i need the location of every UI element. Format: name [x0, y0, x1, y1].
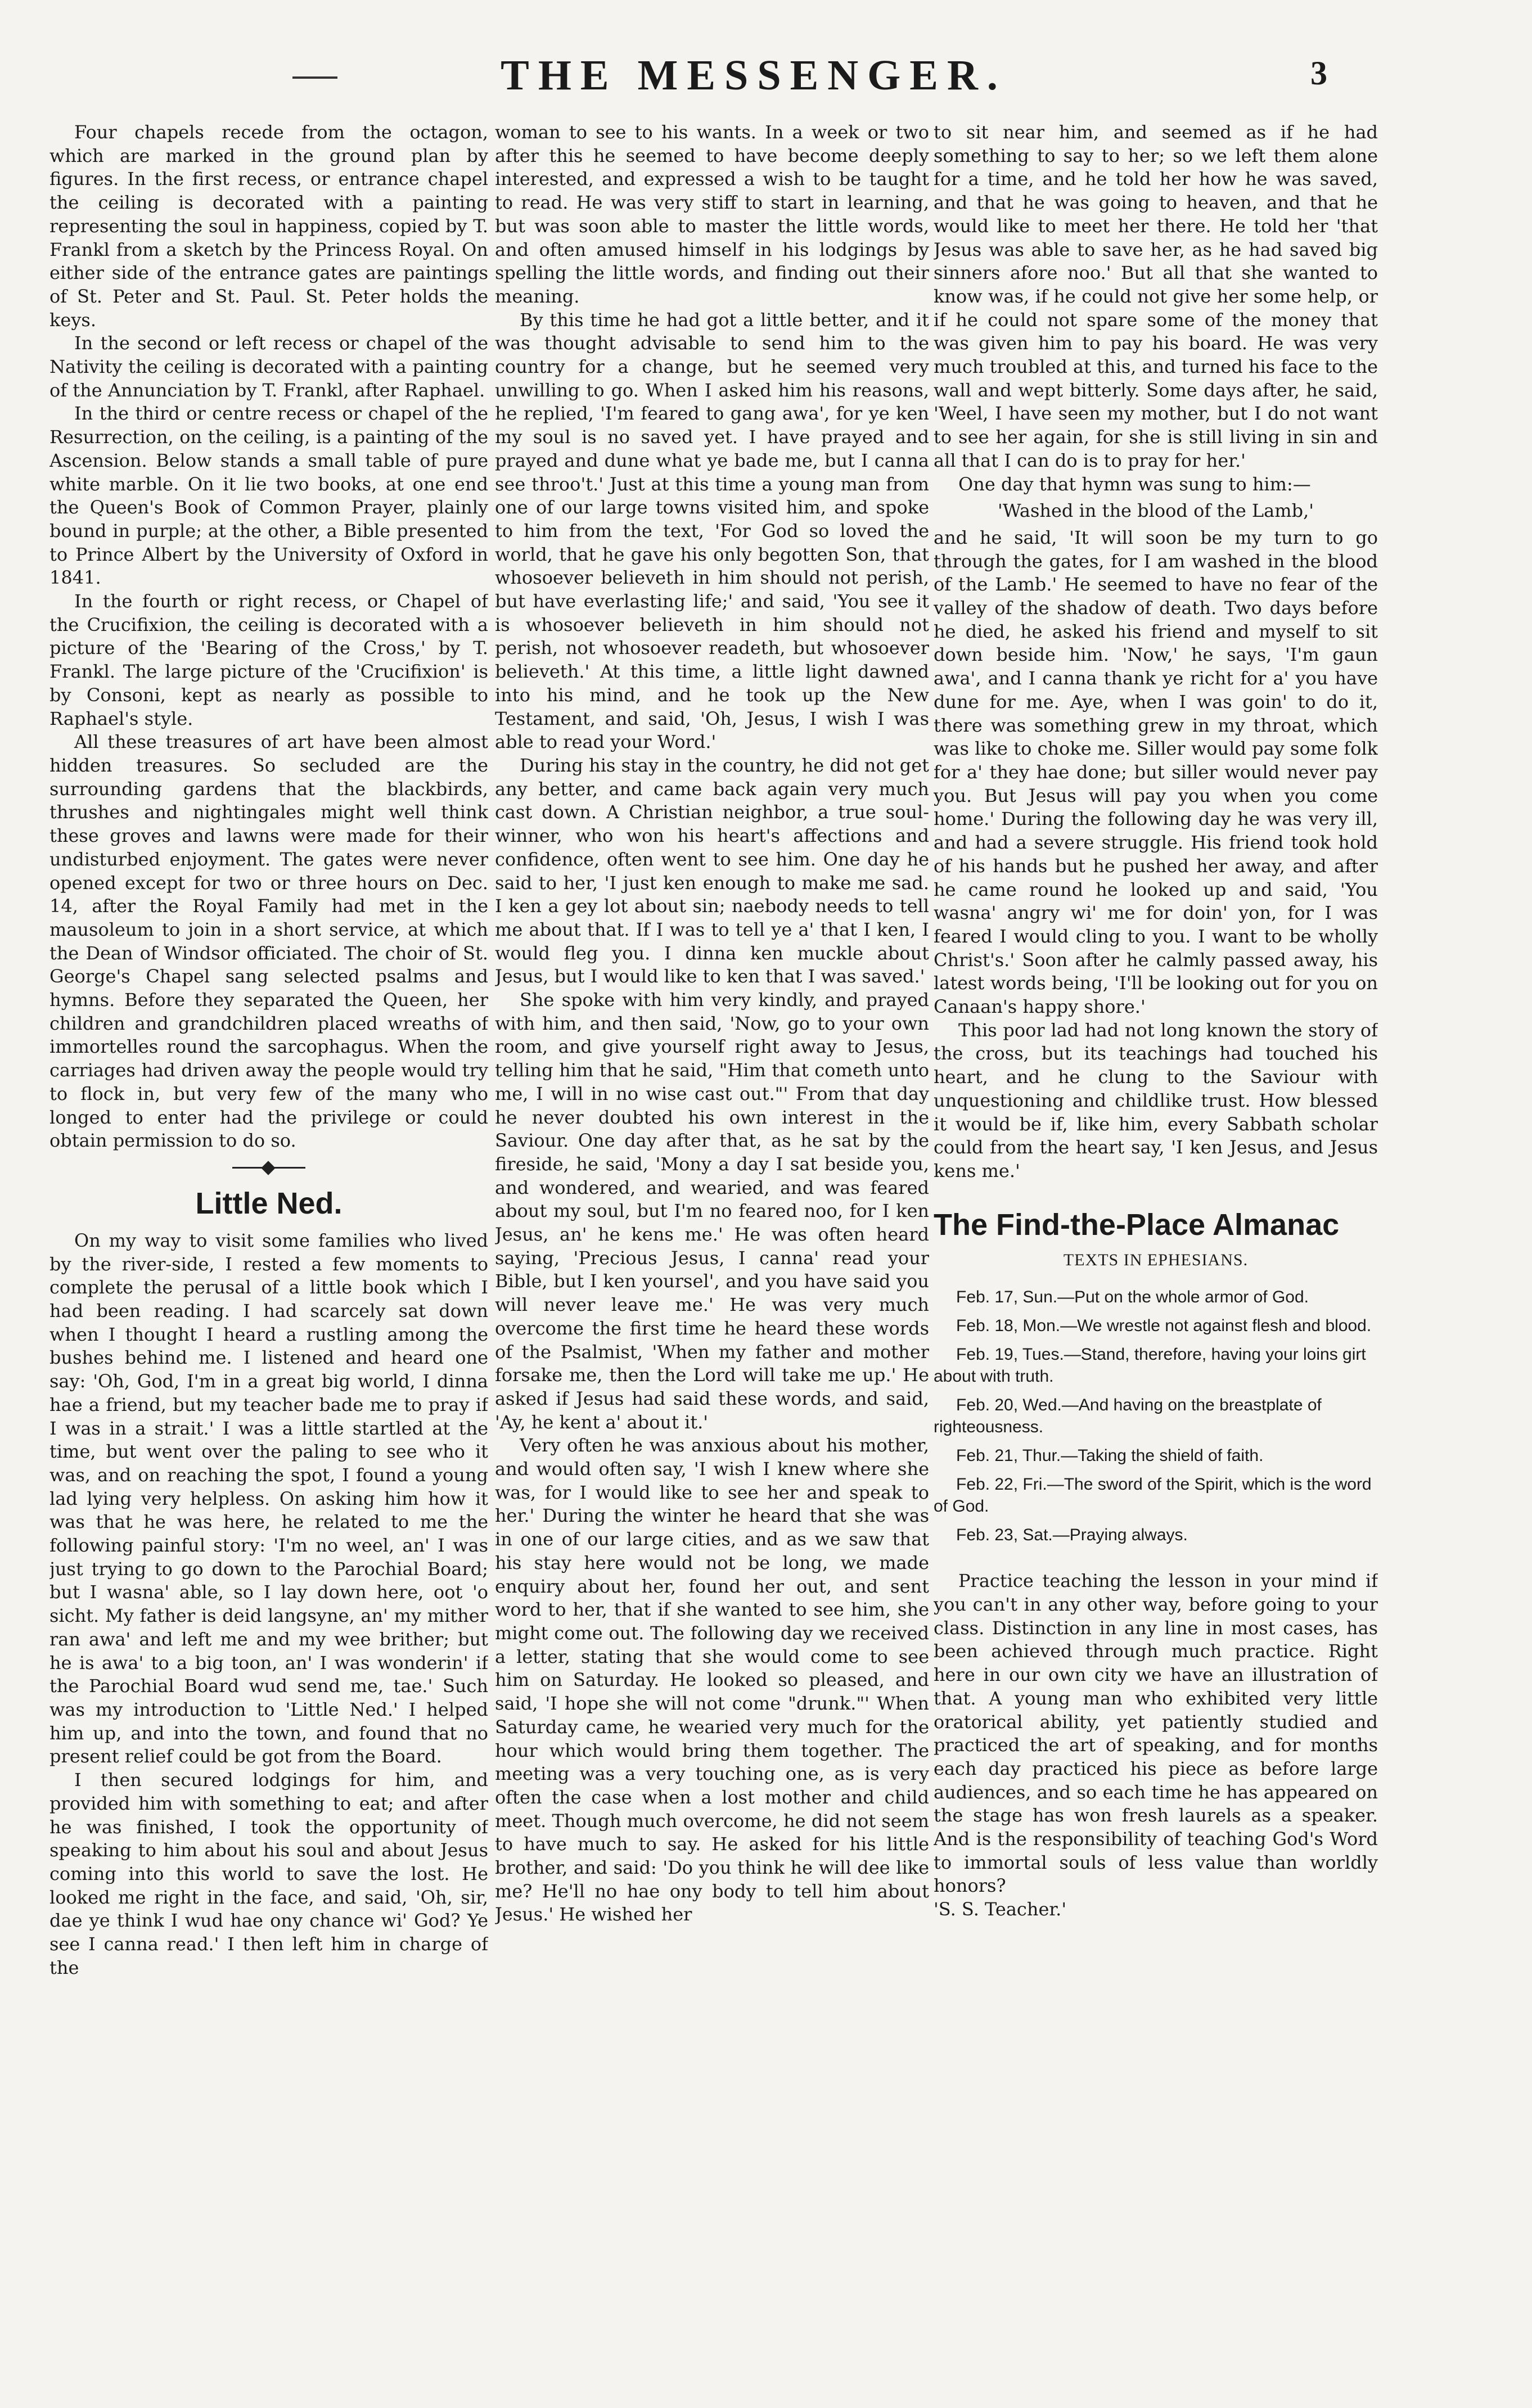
almanac-entry: Feb. 18, Mon.—We wrestle not against flesh and blood.	[956, 1316, 1372, 1336]
page-header	[0, 0, 1532, 112]
column-right	[934, 121, 1378, 2393]
paragraph: This poor lad had not long known the story of the cross, but its teachings had touched his heart, and he clung to the Saviour with unquestioning and childlike trust. How blessed it would be if, like him, every Sabbath scholar could from the heart say, 'I ken Jesus, and Jesus kens me.'	[934, 1019, 1378, 1182]
paragraph: I then secured lodgings for him, and provided him with something to eat; and after he was finished, I took the opportunity of speaking to him about his soul and about Jesus coming into this world to save the lost. He looked me right in the face, and said, 'Oh, sir, dae ye think I wud hae ony chance wi' God? Ye see I canna read.' I then left him in charge of the	[49, 1769, 488, 1978]
paragraph: One day that hymn was sung to him:—	[958, 473, 1311, 495]
column-left	[49, 121, 488, 2393]
header-rule	[292, 76, 337, 79]
spacer	[934, 1557, 1378, 1570]
section-divider	[49, 1153, 488, 1183]
page-number: 3	[1310, 55, 1327, 92]
almanac-entry: Feb. 21, Thur.—Taking the shield of faith.	[956, 1446, 1264, 1465]
paragraph: In the third or centre recess or chapel of the Resurrection, on the ceiling, is a painting of the Ascension. Below stands a small table of pure white marble. On it lie two books, at one end the Queen's Book of Common Prayer, plainly bound in purple; at the other, a Bible presented to Prince Albert by the University of Oxford in 1841.	[49, 403, 488, 589]
paragraph: and he said, 'It will soon be my turn to go through the gates, for I am washed in the blood of the Lamb.' He seemed to have no fear of the valley of the shadow of death. Two days before he died, he asked his friend and myself to sit down beside him. 'Now,' he says, 'I'm gaun awa', and I canna thank ye richt for a' you have dune for me. Aye, when I was goin' to do it, there was something grew in my throat, which was like to choke me. Siller would pay some folk for a' they hae done; but siller would never pay you. But Jesus will pay you when you come home.' During the following day he was very ill, and had a severe struggle. His friend took hold of his hands but he pushed her away, and after he came round he looked up and said, 'You wasna' angry wi' me for doin' yon, for I was feared I would cling to you. I want to be wholly Christ's.' Soon after he calmly passed away, his latest words being, 'I'll be looking out for you on Canaan's happy shore.'	[934, 526, 1378, 1018]
paragraph: Very often he was anxious about his mother, and would often say, 'I wish I knew where she was, for I would like to see her and speak to her.' During the winter he heard that she was in one of our large cities, and as we saw that his stay here would not be long, we made enquiry about her, found her out, and sent word to her, that if she wanted to see him, she might come out. The following day we received a letter, stating that she would come to see him on Saturday. He looked so pleased, and said, 'I hope she will not come "drunk."' When Saturday came, he wearied very much for the hour which would bring them together. The meeting was a very touching one, as is very often the case when a lost mother and child meet. Though much overcome, he did not seem to have much to say. He asked for his little brother, and said: 'Do you think he will dee like me? He'll no hae ony body to tell him about Jesus.' He wished her	[495, 1435, 929, 1926]
almanac-entry: Feb. 20, Wed.—And having on the breastplate of righteousness.	[934, 1396, 1322, 1437]
paragraph: woman to see to his wants. In a week or two after this he seemed to have become deeply interested, and expressed a wish to be taught to read. He was very stiff to start in learning, but was soon able to master the little words, and often amused himself in his lodgings by spelling the little words, and finding out their meaning.	[495, 121, 929, 307]
article-heading-little-ned: Little Ned.	[195, 1186, 343, 1220]
almanac-entry: Feb. 19, Tues.—Stand, therefore, having your loins girt about with truth.	[934, 1345, 1366, 1386]
paragraph: Four chapels recede from the octagon, which are marked in the ground plan by figures. In the first recess, or entrance chapel the ceiling is decorated with a painting representing the soul in happiness, copied by T. Frankl from a sketch by the Princess Royal. On either side of the entrance gates are paintings of St. Peter and St. Paul. St. Peter holds the keys.	[49, 121, 488, 331]
almanac-heading: The Find-the-Place Almanac	[934, 1207, 1340, 1242]
paragraph: On my way to visit some families who lived by the river-side, I rested a few moments to complete the perusal of a little book which I had been reading. I had scarcely sat down when I thought I heard a rustling among the bushes behind me. I listened and heard one say: 'Oh, God, I'm in a great big world, I dinna hae a friend, but my teacher bade me to pray if I was in a strait.' I was a little startled at the time, but went over the paling to see who it was, and on reaching the spot, I found a young lad lying very helpless. On asking him how it was that he was here, he related to me the following painful story: 'I'm no weel, an' I was just trying to go down to the Parochial Board; but I wasna' able, so I lay down here, oot 'o sicht. My father is deid langsyne, an' my mither ran awa' and left me and my wee brither; but he is awa' to a big toon, an' I was wonderin' if the Parochial Board wud send me, tae.' Such was my introduction to 'Little Ned.' I helped him up, and into the town, and found that no present relief could be got from the Board.	[49, 1229, 488, 1767]
paragraph: All these treasures of art have been almost hidden treasures. So secluded are the surrounding gardens that the blackbirds, thrushes and nightingales might well think these groves and lawns were made for their undisturbed enjoyment. The gates were never opened except for two or three hours on Dec. 14, after the Royal Family had met in the mausoleum to join in a short service, at which the Dean of Windsor officiated. The choir of St. George's Chapel sang selected psalms and hymns. Before they separated the Queen, her children and grandchildren placed wreaths of immortelles round the sarcophagus. When the carriages had driven away the people would try to flock in, but very few of the many who longed to enter had the privilege or could obtain permission to do so.	[49, 731, 488, 1152]
paragraph: In the fourth or right recess, or Chapel of the Crucifixion, the ceiling is decorated with a picture of the 'Bearing of the Cross,' by T. Frankl. The large picture of the 'Crucifixion' is by Consoni, kept as nearly as possible to Raphael's style.	[49, 590, 488, 729]
paragraph: During his stay in the country, he did not get any better, and came back again very much cast down. A Christian neighbor, a true soul-winner, who won his heart's affections and confidence, often went to see him. One day he said to her, 'I just ken enough to make me sad. I ken a gey lot about sin; naebody needs to tell me about that. If I was to tell ye a' that I ken, I would fleg you. I dinna ken muckle about Jesus, but I would like to ken that I was saved.'	[495, 754, 929, 987]
paragraph: to sit near him, and seemed as if he had something to say to her; so we left them alone for a time, and he told her how he was saved, and that he was going to heaven, and that he would like to meet her there. He told her 'that Jesus was able to save her, as he had saved big sinners afore noo.' But all that she wanted to know was, if he could not give her some help, or if he could not spare some of the money that was given him to pay his board. He was very much troubled at this, and turned his face to the wall and wept bitterly. Some days after, he said, 'Weel, I have seen my mother, but I do not want to see her again, for she is still living in sin and all that I can do is to pray for her.'	[934, 121, 1378, 471]
almanac-subtitle: TEXTS IN EPHESIANS.	[1063, 1250, 1249, 1269]
almanac-list	[934, 1286, 1378, 1546]
almanac-entry: Feb. 17, Sun.—Put on the whole armor of God.	[956, 1288, 1309, 1307]
paragraph: Practice teaching the lesson in your mind if you can't in any other way, before going to your class. Distinction in any line in most cases, has been achieved through much practice. Right here in our own city we have an illustration of that. A young man who exhibited very little oratorical ability, yet patiently studied and practiced the art of speaking, and for months each day practiced his piece as before large audiences, and so each time he has appeared on the stage has won fresh laurels as a speaker. And is the responsibility of teaching God's Word to immortal souls of less value than worldly honors?	[934, 1570, 1378, 1897]
column-middle	[495, 121, 929, 2393]
almanac-entry: Feb. 22, Fri.—The sword of the Spirit, which is the word of God.	[934, 1475, 1372, 1516]
attribution: 'S. S. Teacher.'	[934, 1899, 1067, 1920]
masthead-title: THE MESSENGER.	[501, 52, 1007, 99]
paragraph: By this time he had got a little better, and it was thought advisable to send him to the country for a change, but he seemed very unwilling to go. When I asked him his reasons, he replied, 'I'm feared to gang awa', for ye ken my soul is no saved yet. I have prayed and prayed and dune what ye bade me, but I canna see throo't.' Just at this time a young man from one of our large towns visited him, and spoke to him from the text, 'For God so loved the world, that he gave his only begotten Son, that whosoever believeth in him should not perish, but have everlasting life;' and said, 'You see it is whosoever believeth in him should not perish, not whosoever readeth, but whosoever believeth.' At this time, a little light dawned into his mind, and he took up the New Testament, and said, 'Oh, Jesus, I wish I was able to read your Word.'	[495, 309, 929, 753]
paragraph: She spoke with him very kindly, and prayed with him, and then said, 'Now, go to your own room, and give yourself right away to Jesus, telling him that he said, "Him that cometh unto me, I will in no wise cast out."' From that day he never doubted his own interest in the Saviour. One day after that, as he sat by the fireside, he said, 'Mony a day I sat beside you, and wondered, and wearied, and was feared about my soul, but I'm no feared noo, for I ken Jesus, an' he kens me.' He was often heard saying, 'Precious Jesus, I canna' read your Bible, but I ken yoursel', and you have said you will never leave me.' He was very much overcome the first time he heard these words of the Psalmist, 'When my father and mother forsake me, then the Lord will take me up.' He asked if Jesus had said these words, and said, 'Ay, he kent a' about it.'	[495, 989, 929, 1433]
almanac-entry: Feb. 23, Sat.—Praying always.	[956, 1526, 1188, 1545]
hymn-quote: 'Washed in the blood of the Lamb,'	[997, 500, 1314, 522]
paragraph: In the second or left recess or chapel of the Nativity the ceiling is decorated with a painting of the Annunciation by T. Frankl, after Raphael.	[49, 332, 488, 401]
